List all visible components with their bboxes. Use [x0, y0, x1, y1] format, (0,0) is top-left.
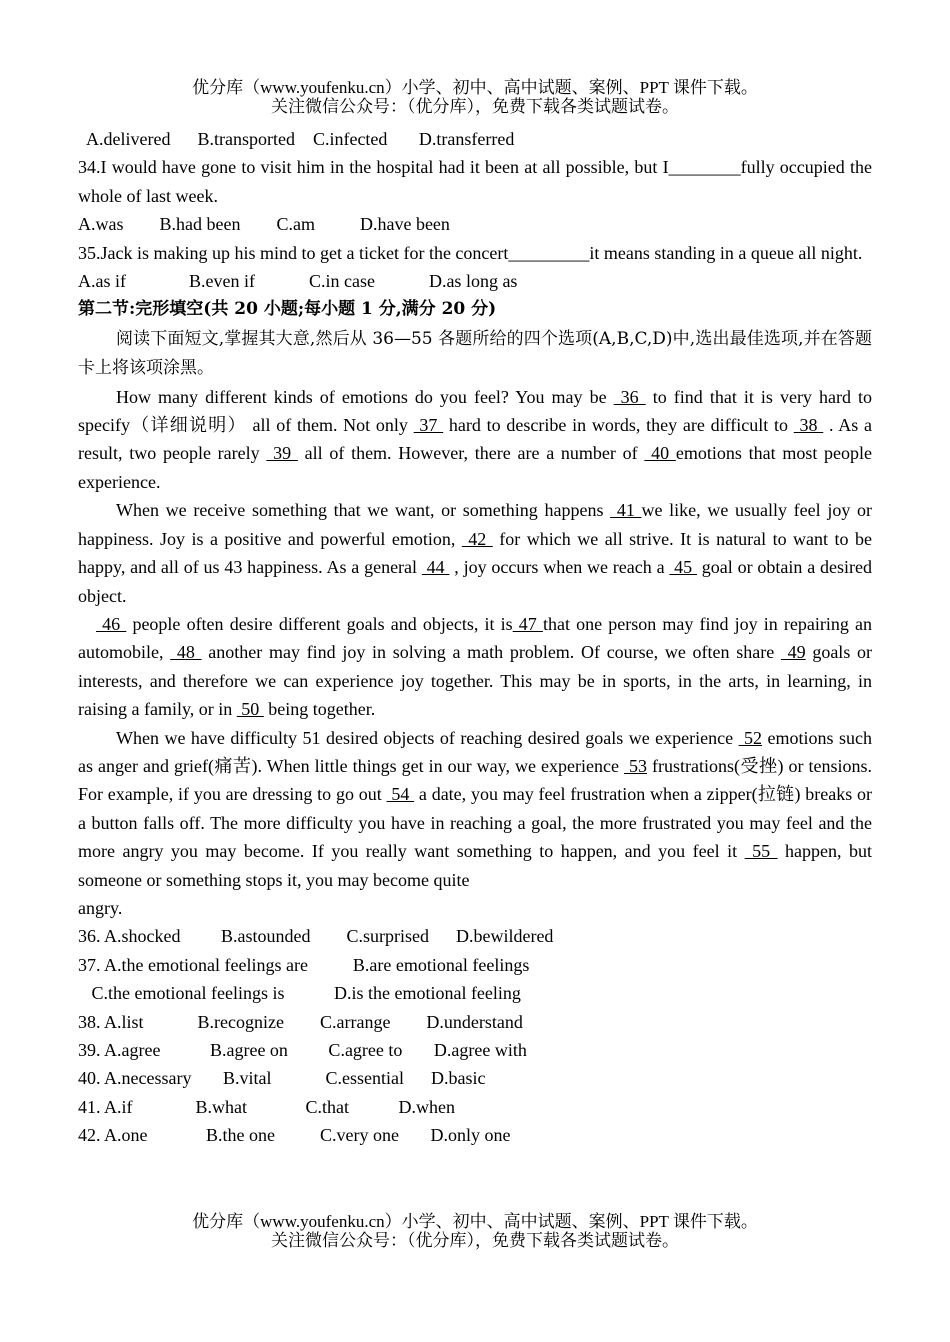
blank-45: 45 — [669, 557, 697, 578]
question-37: 37. A.the emotional feelings are B.are emotional feelings — [78, 954, 530, 975]
passage-text: for which we all strive. It is natural to want to be happy, and all of us 43 happiness. As a general — [78, 528, 873, 578]
instructions-text: 阅读下面短文,掌握其大意,然后从 36—55 各题所给的四个选项(A,B,C,D)中,选出最佳选项,并在答题卡上将该项涂黑。 — [78, 328, 872, 379]
section-instructions — [78, 324, 872, 383]
passage-paragraph-4 — [78, 724, 872, 894]
header-line-2: 关注微信公众号：（优分库），免费下载各类试题试卷。 — [271, 97, 679, 116]
question-40: 40. A.necessary B.vital C.essential D.basic — [78, 1068, 486, 1089]
blank-50: 50 — [236, 699, 264, 720]
passage-text: emotions such as anger and grief(痛苦). When little things get in our way, we experience — [78, 727, 872, 776]
question-36: 36. A.shocked B.astounded C.surprised D.bewildered — [78, 926, 554, 947]
passage-text: goals or interests, and therefore we can experience joy together. This may be in sports, in the arts, in learning, in raising a family, or in — [78, 642, 873, 720]
blank-39: 39 — [266, 443, 298, 464]
passage-text: frustrations(受挫) or tensions. For example, if you are dressing to go out — [78, 755, 873, 805]
passage-text: emotions that most people experience. — [78, 443, 873, 492]
passage-text: goal or obtain a desired object. — [78, 557, 872, 606]
q33-options: A.delivered B.transported C.infected D.transferred — [78, 129, 515, 149]
blank-42: 42 — [461, 528, 493, 549]
passage-paragraph-3 — [78, 610, 872, 724]
blank-48: 48 — [170, 642, 202, 663]
q34-stem: 34.I would have gone to visit him in the hospital had it been at all possible, but I — [78, 157, 669, 178]
passage-text: another may find joy in solving a math problem. Of course, we often share — [201, 642, 781, 663]
blank-40: 40 — [644, 443, 676, 464]
question-list — [78, 922, 872, 1149]
passage-text: that one person may find joy in repairing an automobile, — [78, 613, 873, 663]
blank-55: 55 — [744, 841, 778, 862]
footer-line-2: 关注微信公众号：（优分库），免费下载各类试题试卷。 — [271, 1231, 679, 1250]
question-37-options-cont: C.the emotional feelings is D.is the emotional feeling — [78, 983, 521, 1004]
blank-46: 46 — [96, 613, 127, 634]
passage-text: we like, we usually feel joy or happiness. Joy is a positive and powerful emotion, — [78, 500, 873, 549]
blank-37: 37 — [413, 415, 444, 436]
q35-blank: _________ — [508, 242, 590, 263]
blank-54: 54 — [386, 784, 415, 805]
passage-text: . As a result, two people rarely — [78, 415, 872, 464]
passage-paragraph-2 — [78, 496, 872, 610]
passage-paragraph-1 — [78, 383, 872, 497]
blank-41: 41 — [610, 500, 642, 521]
blank-38: 38 — [793, 415, 824, 436]
blank-36: 36 — [613, 386, 646, 407]
blank-44: 44 — [421, 557, 450, 578]
q35-stem: 35.Jack is making up his mind to get a ticket for the concert — [78, 242, 509, 263]
passage-text: a date, you may feel frustration when a zipper(拉链) breaks or a button falls off. The more difficulty you have in reaching a goal, the more frustrated you may feel and the more angry you may become. If you really want something to happen, and you feel it — [78, 784, 872, 862]
blank-47: 47 — [512, 613, 543, 634]
passage-text: to find that it is very hard to specify（详细说明） all of them. Not only — [78, 386, 873, 436]
document-body — [78, 125, 872, 1150]
passage-text: happen, but someone or something stops it, you may become quite — [78, 841, 872, 890]
passage-text: being together. — [263, 699, 376, 720]
footer-line-1: 优分库（www.youfenku.cn）小学、初中、高中试题、案例、PPT 课件下载。 — [192, 1212, 758, 1231]
q35-stem-end: it means standing in a queue all night. — [589, 242, 863, 263]
question-38: 38. A.list B.recognize C.arrange D.understand — [78, 1011, 523, 1032]
passage-text: all of them. However, there are a number of — [297, 443, 645, 464]
blank-49: 49 — [780, 642, 806, 663]
blank-52: 52 — [738, 727, 763, 748]
page-header — [0, 78, 950, 116]
section-title: 第二节:完形填空(共 20 小题;每小题 1 分,满分 20 分) — [78, 299, 497, 320]
question-39: 39. A.agree B.agree on C.agree to D.agree with — [78, 1040, 527, 1060]
q34-blank: ________ — [668, 157, 741, 178]
question-41: 41. A.if B.what C.that D.when — [78, 1096, 455, 1117]
passage-text: When we have difficulty 51 desired objects of reaching desired goals we experience — [116, 727, 739, 748]
blank-53: 53 — [623, 755, 647, 776]
question-35 — [78, 239, 872, 267]
q35-options: A.as if B.even if C.in case D.as long as — [78, 271, 518, 292]
passage-text: When we receive something that we want, or something happens — [116, 500, 611, 521]
passage-text: , joy occurs when we reach a — [449, 557, 670, 578]
question-34 — [78, 153, 872, 210]
question-42: 42. A.one B.the one C.very one D.only one — [78, 1125, 511, 1146]
passage-paragraph-4-end: angry. — [78, 897, 123, 918]
passage-text: people often desire different goals and objects, it is — [126, 613, 513, 634]
page-footer — [0, 1212, 950, 1250]
passage-text: How many different kinds of emotions do you feel? You may be — [116, 386, 614, 407]
passage-text: hard to describe in words, they are difficult to — [443, 415, 794, 436]
q34-options: A.was B.had been C.am D.have been — [78, 214, 450, 235]
q34-stem-end: fully occupied the whole of last week. — [78, 157, 872, 206]
header-line-1: 优分库（www.youfenku.cn）小学、初中、高中试题、案例、PPT 课件下载。 — [192, 78, 758, 97]
